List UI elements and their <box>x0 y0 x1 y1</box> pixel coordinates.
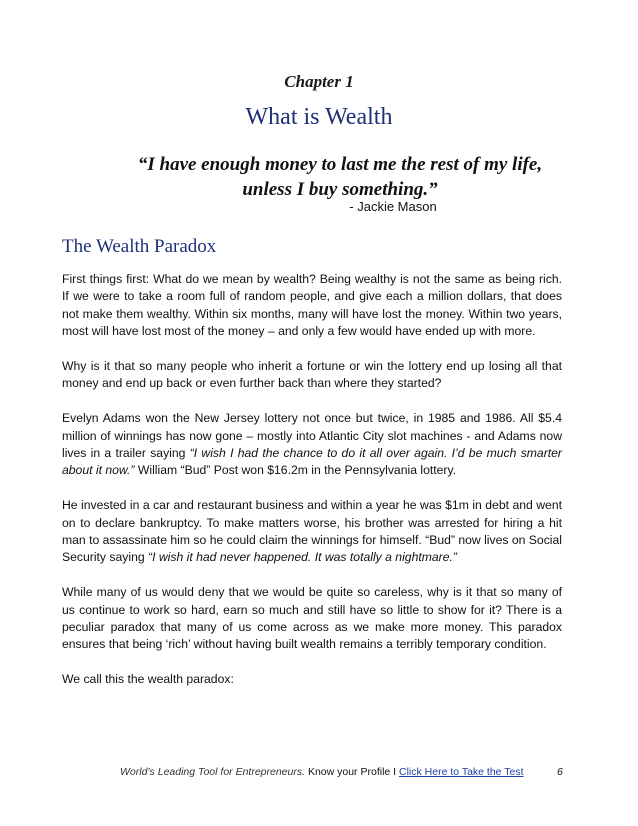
paragraph-3 <box>62 410 562 480</box>
paragraph-1: First things first: What do we mean by wealth? Being wealthy is not the same as being rich. If we were to take a room full of random people, and give each a million dollars, that does not make them wealthy. Within six months, many will have lost the money. Within two years, most will have lost most of the money – and only a few would have ended up with more. <box>62 272 562 339</box>
chapter-label: Chapter 1 <box>284 72 354 91</box>
page-number: 6 <box>557 766 563 778</box>
paragraph-3-text: Evelyn Adams won the New Jersey lottery not once but twice, in 1985 and 1986. All $5.4 million of winnings has now gone – mostly into Atlantic City slot machines - and Adams now lives in a trailer saying <box>62 411 562 461</box>
chapter-title: What is Wealth <box>245 104 393 130</box>
footer-separator: I <box>393 766 397 778</box>
paragraph-6: We call this the wealth paradox: <box>62 672 234 687</box>
footer-know-profile: Know your Profile <box>305 766 394 778</box>
paragraph-4 <box>62 497 562 567</box>
paragraph-3-tail: William “Bud” Post won $16.2m in the Pennsylvania lottery. <box>134 463 457 478</box>
quote-line-2: unless I buy something.” <box>242 179 438 200</box>
body-text <box>62 271 562 706</box>
quote-line-1: “I have enough money to last me the rest of my life, <box>137 154 543 175</box>
page-footer <box>120 766 570 778</box>
paragraph-4-text: He invested in a car and restaurant business and within a year he was $1m in debt and went on to declare bankruptcy. To make matters worse, his brother was arrested for hiring a hit man to assassinate him so he could claim the winnings for himself. “Bud” now lives on Social Security saying <box>62 498 562 565</box>
quote-attribution: - Jackie Mason <box>349 199 437 214</box>
paragraph-3-quote: “I wish I had the chance to do it all over again. I’d be much smarter about it now.” <box>62 446 562 478</box>
take-test-link[interactable]: Click Here to Take the Test <box>399 766 524 778</box>
paragraph-2: Why is it that so many people who inherit a fortune or win the lottery end up losing all that money and end up back or even further back than where they started? <box>62 359 562 391</box>
epigraph-quote <box>80 152 600 202</box>
paragraph-4-quote: “I wish it had never happened. It was totally a nightmare.” <box>148 550 457 565</box>
section-heading: The Wealth Paradox <box>62 236 217 257</box>
footer-tagline: World’s Leading Tool for Entrepreneurs. <box>120 766 306 778</box>
paragraph-5: While many of us would deny that we would be quite so careless, why is it that so many of us continue to work so hard, earn so much and still have so little to show for it? There is a peculiar paradox that many of us come across as we make more money. This paradox ensures that being ‘rich’ without having built wealth remains a terribly temporary condition. <box>62 585 562 652</box>
